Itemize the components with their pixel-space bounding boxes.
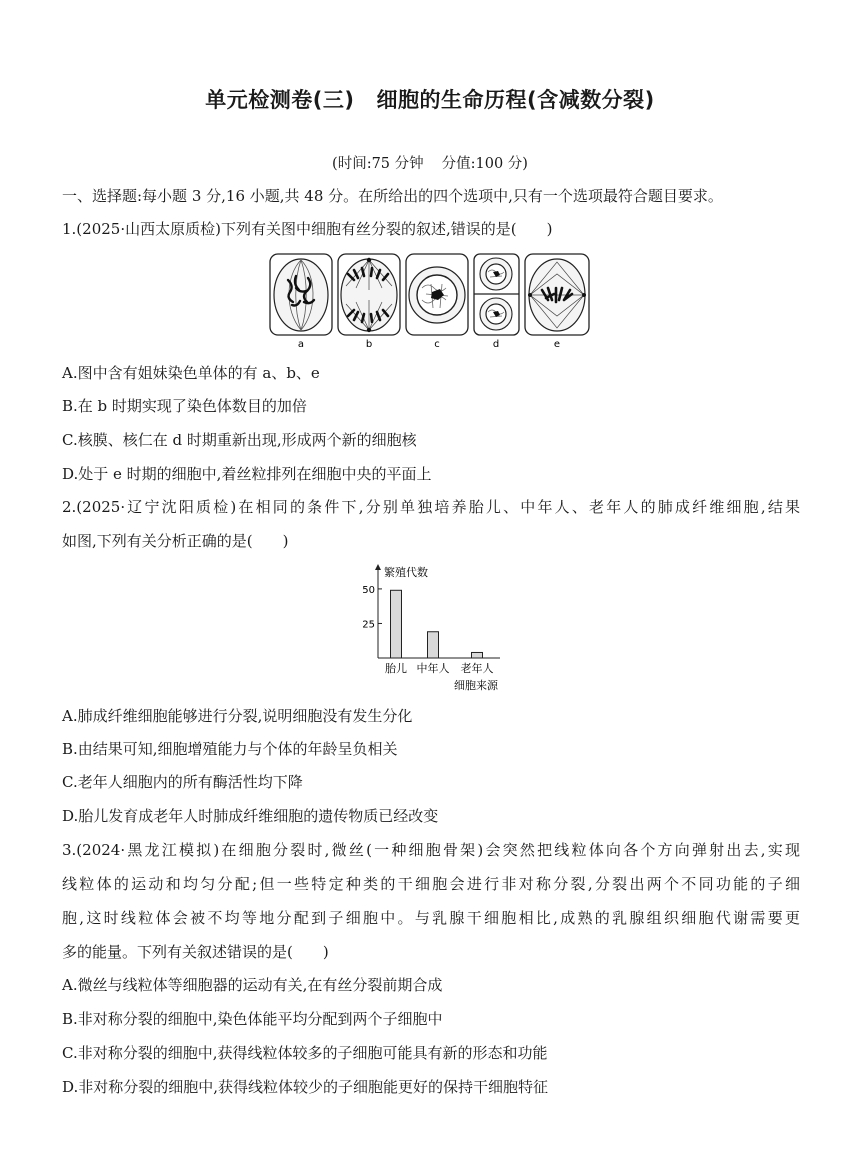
x-axis-label: 细胞来源 <box>454 679 498 692</box>
q2-stem-line2: 如图,下列有关分析正确的是( ) <box>62 532 289 550</box>
section-instructions: 一、选择题:每小题 3 分,16 小题,共 48 分。在所给出的四个选项中,只有一个选项最符合题目要求。 <box>62 187 723 205</box>
q3-stem-line1: 3.(2024·黑龙江模拟)在细胞分裂时,微丝(一种细胞骨架)会突然把线粒体向各个方向弹射出去,实现 <box>62 841 800 859</box>
q2-option-b: B.由结果可知,细胞增殖能力与个体的年龄呈负相关 <box>62 740 398 758</box>
exam-score: 分值:100 分) <box>441 156 528 172</box>
title-part2: 细胞的生命历程(含减数分裂) <box>376 88 655 112</box>
category-label-2: 中年人 <box>416 662 450 675</box>
proliferation-bar-chart <box>352 560 508 694</box>
q3-option-a: A.微丝与线粒体等细胞器的运动有关,在有丝分裂前期合成 <box>62 976 443 994</box>
q1-option-d: D.处于 e 时期的细胞中,着丝粒排列在细胞中央的平面上 <box>62 465 432 483</box>
q2-stem-line1: 2.(2025·辽宁沈阳质检)在相同的条件下,分别单独培养胎儿、中年人、老年人的肺成纤维细胞,结果 <box>62 498 800 516</box>
figure-label-c: c <box>434 339 440 350</box>
category-label-3: 老年人 <box>460 662 494 675</box>
y-tick-label-50: 50 <box>362 584 375 596</box>
q2-option-c: C.老年人细胞内的所有酶活性均下降 <box>62 773 303 791</box>
q3-option-d: D.非对称分裂的细胞中,获得线粒体较少的子细胞能更好的保持干细胞特征 <box>62 1078 549 1096</box>
figure-label-e: e <box>553 339 561 350</box>
cell-panel-a <box>270 254 332 335</box>
q1-option-c: C.核膜、核仁在 d 时期重新出现,形成两个新的细胞核 <box>62 431 417 449</box>
cell-panel-d <box>474 254 519 335</box>
mitosis-figure <box>266 250 592 352</box>
q1-option-b: B.在 b 时期实现了染色体数目的加倍 <box>62 397 307 415</box>
y-axis-label: 繁殖代数 <box>384 566 428 579</box>
category-label-1: 胎儿 <box>385 662 407 675</box>
q3-stem-line2: 线粒体的运动和均匀分配;但一些特定种类的干细胞会进行非对称分裂,分裂出两个不同功能的子细 <box>62 875 800 893</box>
title-part1: 单元检测卷(三) <box>205 88 355 112</box>
figure-label-a: a <box>297 339 305 350</box>
figure-label-d: d <box>492 339 500 350</box>
q3-stem-line4: 多的能量。下列有关叙述错误的是( ) <box>62 943 329 961</box>
q1-stem: 1.(2025·山西太原质检)下列有关图中细胞有丝分裂的叙述,错误的是( ) <box>62 220 553 238</box>
q3-option-c: C.非对称分裂的细胞中,获得线粒体较多的子细胞可能具有新的形态和功能 <box>62 1044 548 1062</box>
cell-panel-c <box>406 254 468 335</box>
exam-meta <box>0 152 860 173</box>
q3-option-b: B.非对称分裂的细胞中,染色体能平均分配到两个子细胞中 <box>62 1010 443 1028</box>
figure-label-b: b <box>365 339 373 350</box>
q1-option-a: A.图中含有姐妹染色单体的有 a、b、e <box>62 364 320 382</box>
q2-option-d: D.胎儿发育成老年人时肺成纤维细胞的遗传物质已经改变 <box>62 807 439 825</box>
q2-option-a: A.肺成纤维细胞能够进行分裂,说明细胞没有发生分化 <box>62 707 413 725</box>
cell-panel-e <box>525 254 589 335</box>
page-title <box>0 84 860 114</box>
bar-2 <box>428 632 439 658</box>
cell-panel-b <box>338 254 400 335</box>
bar-3 <box>472 652 483 658</box>
y-tick-label-25: 25 <box>362 619 375 631</box>
q3-stem-line3: 胞,这时线粒体会被不均等地分配到子细胞中。与乳腺干细胞相比,成熟的乳腺组织细胞代谢需要更 <box>62 909 800 927</box>
exam-time: (时间:75 分钟 <box>332 156 424 172</box>
bar-1 <box>391 590 402 658</box>
